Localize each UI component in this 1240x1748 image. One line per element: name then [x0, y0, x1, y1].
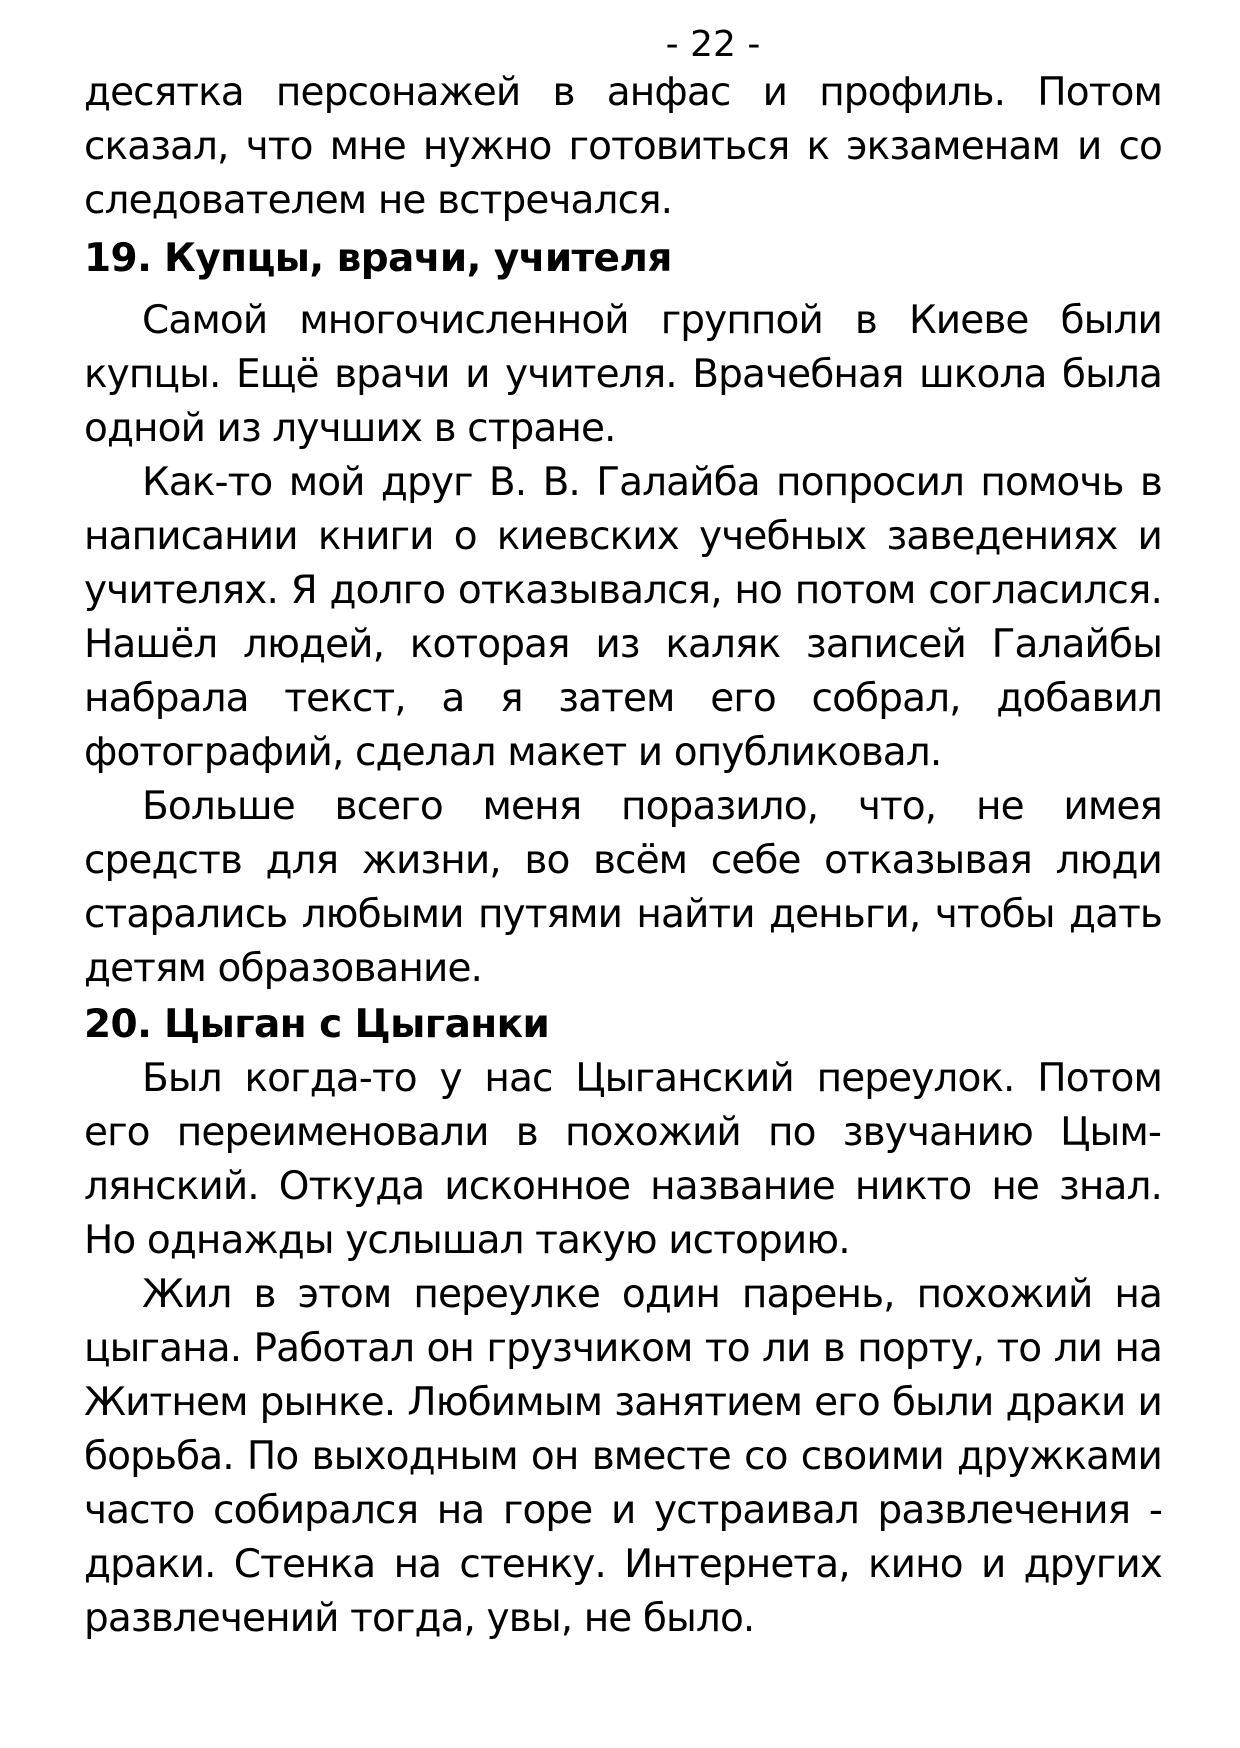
section-heading-19	[84, 232, 1162, 286]
section-heading-20	[84, 998, 1162, 1052]
paragraph: Жил в этом переулке один парень, похожий на цыгана. Работал он грузчиком то ли в порту, то ли на Житнем рынке. Любимым занятием его были драки и борьба. По выходным он вместе со своими дружками часто собирался на горе и устраивал развлечения - драки. Стенка на стенку. Интернета, кино и других развлечений тогда, увы, не было.	[84, 1272, 1162, 1641]
section-number: 19.	[84, 236, 152, 281]
paragraph: Как-то мой друг В. В. Галайба попросил помочь в написании книги о киевских учебных заведениях и учителях. Я долго отказывался, но потом согласился. Нашёл людей, которая из каляк записей Галайбы набрала текст, а я затем его собрал, добавил фотографий, сделал макет и опубликовал.	[84, 460, 1162, 775]
paragraph: Был когда-то у нас Цыганский переулок. Потом его переименовали в похожий по звучанию Цымлянский. Откуда исконное название никто не знал. Но однажды услышал такую историю.	[84, 1056, 1162, 1263]
paragraph: Больше всего меня поразило, что, не имея средств для жизни, во всём себе отказывая люди старались любыми путями найти деньги, чтобы дать детям образование.	[84, 784, 1162, 991]
page-number: - 22 -	[665, 24, 761, 65]
book-page	[84, 18, 1162, 1646]
section-title: Купцы, врачи, учителя	[164, 236, 672, 281]
paragraph: Самой многочисленной группой в Киеве были купцы. Ещё врачи и учителя. Врачебная школа была одной из лучших в стране.	[84, 298, 1162, 451]
section-title: Цыган с Цыганки	[164, 1002, 550, 1047]
section-number: 20.	[84, 1002, 152, 1047]
paragraph-continued: десятка персонажей в анфас и профиль. Потом сказал, что мне нужно готовиться к экзаменам и со следователем не встречался.	[84, 70, 1162, 223]
